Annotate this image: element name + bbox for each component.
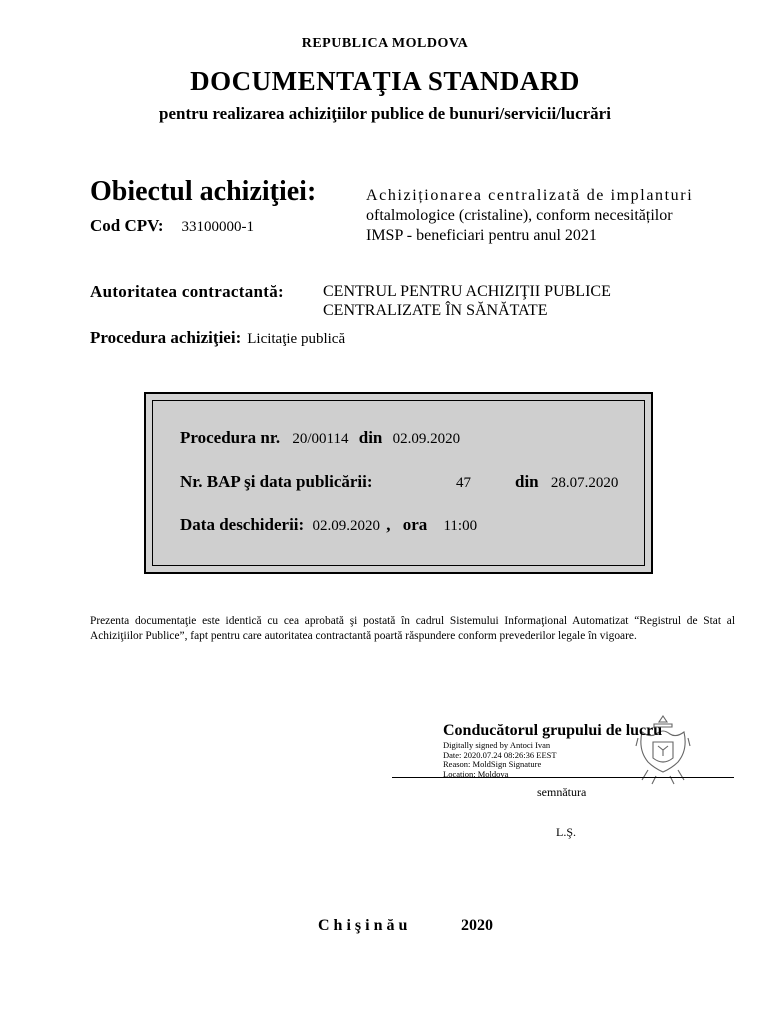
- procedure-row: [90, 328, 345, 348]
- authority-value-line-2: CENTRALIZATE ÎN SĂNĂTATE: [323, 302, 548, 319]
- signature-caption: semnătura: [537, 785, 587, 799]
- document-subtitle: pentru realizarea achiziţiilor publice de bunuri/servicii/lucrări: [159, 104, 611, 123]
- procedure-din: din: [358, 428, 383, 447]
- object-description: [366, 186, 740, 246]
- procedure-value: Licitaţie publică: [247, 331, 346, 347]
- stamp-place-marker: L.Ş.: [556, 825, 577, 839]
- document-year: 2020: [461, 917, 493, 934]
- signature-meta-line: Location: Moldova: [443, 768, 509, 779]
- city-name: Chişinău: [318, 917, 412, 934]
- authority-row: [90, 282, 284, 302]
- opening-time: 11:00: [443, 518, 478, 534]
- object-label: Obiectul achiziţiei:: [90, 176, 317, 207]
- bap-row: [180, 472, 373, 492]
- signature-meta-line: Digitally signed by Antoci Ivan: [443, 740, 551, 750]
- opening-date: 02.09.2020: [312, 518, 380, 534]
- cpv-label: Cod CPV:: [90, 216, 164, 235]
- bap-din: din: [515, 472, 539, 491]
- signature-meta-line: Reason: MoldSign Signature: [443, 759, 542, 769]
- working-group-leader: Conducătorul grupului de lucru: [443, 722, 663, 739]
- object-description-line-3: IMSP - beneficiari pentru anul 2021: [366, 227, 597, 244]
- object-description-line-2: oftalmologice (cristaline), conform necesităților: [366, 207, 673, 224]
- bap-date-wrap: [515, 472, 618, 492]
- opening-row: [180, 515, 477, 535]
- notice-paragraph: Prezenta documentaţie este identică cu cea aprobată şi postată în cadrul Sistemului Informaţional Automatizat “Registrul de Stat al Achiziţiilor Publice”, fapt pentru care autoritatea contractantă poartă răspundere conform prevederilor legale în vigoare.: [90, 615, 735, 642]
- procedure-date: 02.09.2020: [392, 431, 461, 447]
- object-description-line-1: Achiziționarea centralizată de implanturi: [366, 187, 694, 204]
- cpv-code: [90, 216, 254, 236]
- procedure-label: Procedura achiziţiei:: [90, 328, 242, 347]
- opening-ora-label: ora: [402, 515, 428, 534]
- signature-line: [392, 777, 734, 778]
- opening-comma: ,: [386, 515, 391, 534]
- bap-label: Nr. BAP şi data publicării:: [180, 472, 373, 491]
- authority-label: Autoritatea contractantă:: [90, 282, 284, 301]
- bap-number-wrap: [456, 472, 471, 492]
- authority-value: [323, 282, 743, 320]
- opening-label: Data deschiderii:: [180, 515, 305, 534]
- procedure-number: 20/00114: [292, 431, 349, 447]
- cpv-value: 33100000-1: [181, 219, 255, 235]
- document-title: DOCUMENTAŢIA STANDARD: [190, 66, 580, 96]
- authority-value-line-1: CENTRUL PENTRU ACHIZIŢII PUBLICE: [323, 283, 611, 300]
- country-name: REPUBLICA MOLDOVA: [301, 36, 469, 51]
- procedure-number-label: Procedura nr.: [180, 428, 281, 447]
- procedure-number-row: [180, 428, 460, 448]
- bap-date: 28.07.2020: [550, 475, 619, 491]
- digital-signature-details: [443, 741, 557, 779]
- signature-meta-line: Date: 2020.07.24 08:26:36 EEST: [443, 749, 557, 760]
- bap-number: 47: [456, 475, 471, 491]
